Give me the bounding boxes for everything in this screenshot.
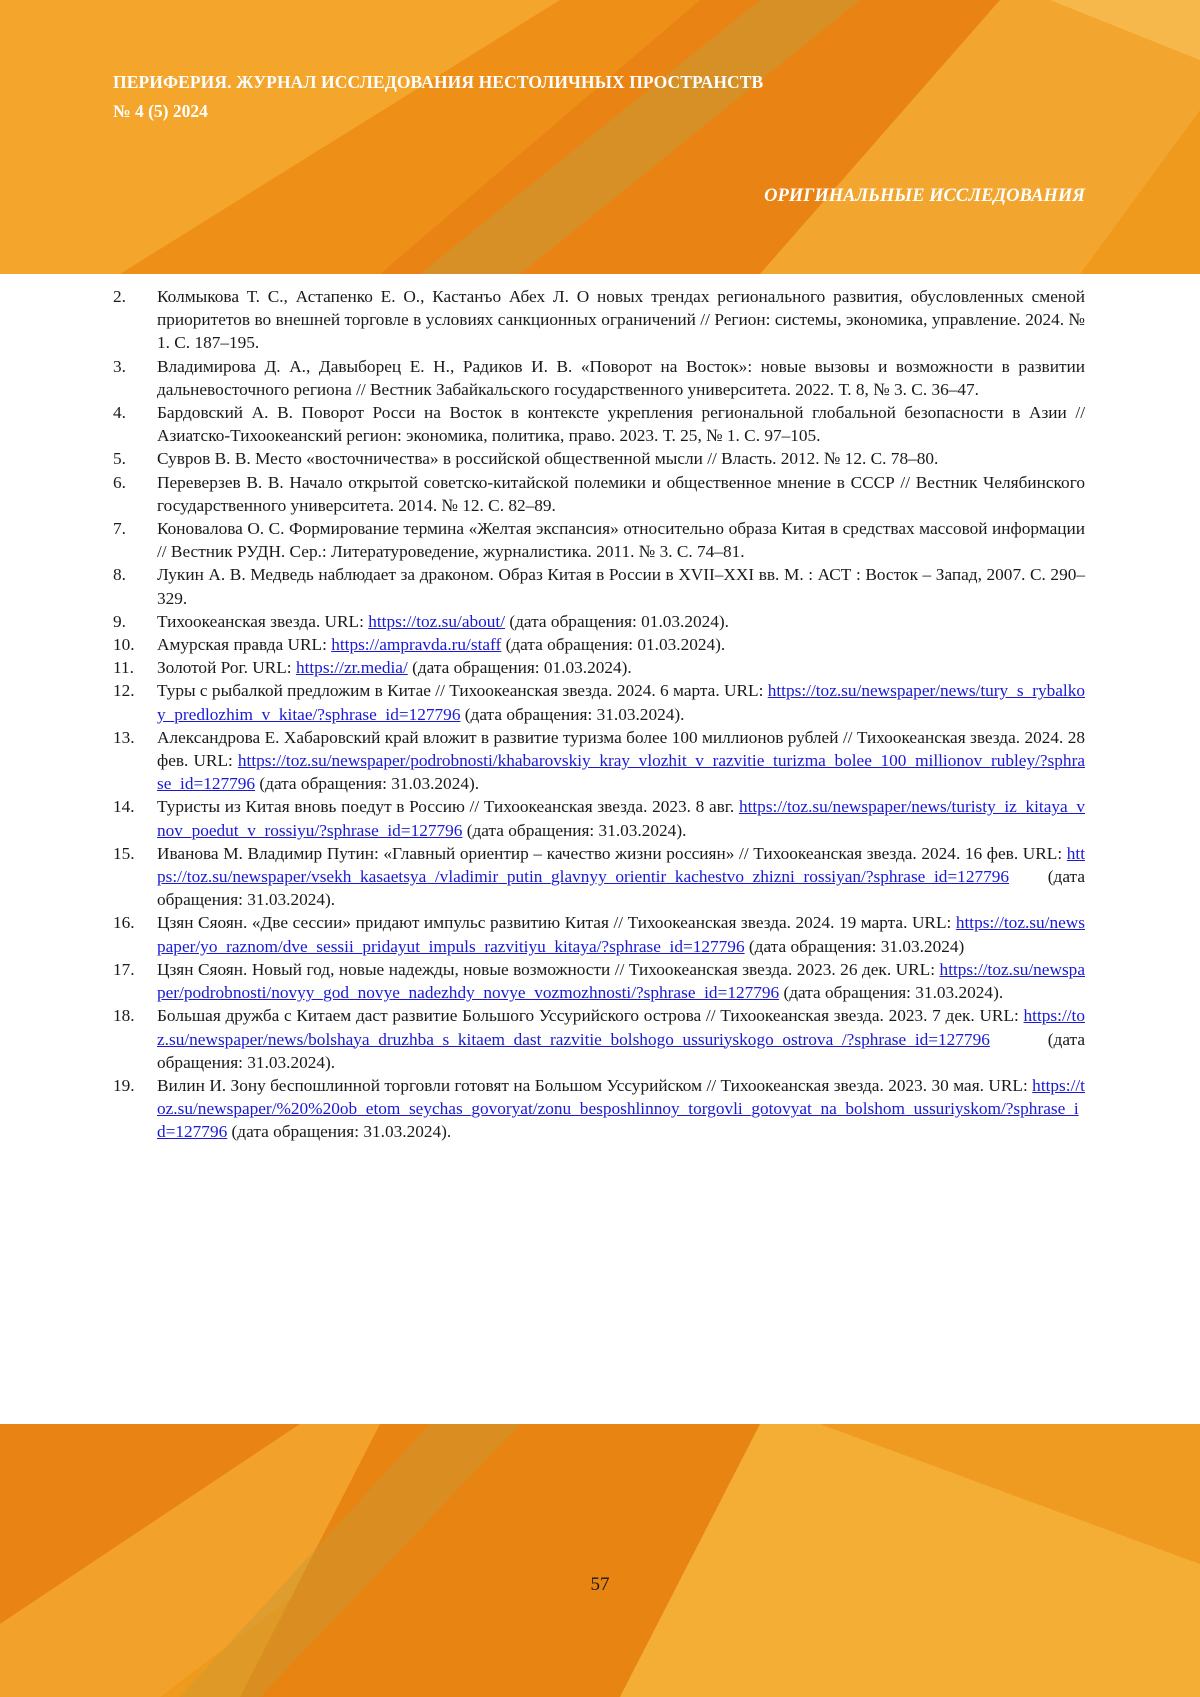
reference-access-date: (дата обращения: 31.03.2024). — [227, 1122, 451, 1141]
reference-item — [113, 679, 1085, 725]
reference-link[interactable]: https://toz.su/newspaper/news/tury_s_rybalkoy_predlozhim_v_kitae/?sphrase_id=127796 — [157, 681, 1085, 723]
section-label: ОРИГИНАЛЬНЫЕ ИССЛЕДОВАНИЯ — [764, 186, 1085, 207]
reference-link[interactable]: https://toz.su/newspaper/yo_raznom/dve_sessii_pridayut_impuls_razvitiyu_kitaya/?sphrase_id=127796 — [157, 913, 1085, 955]
reference-item — [113, 656, 1085, 679]
reference-item — [113, 633, 1085, 656]
reference-text: Туристы из Китая вновь поедут в Россию // Тихоокеанская звезда. 2023. 8 авг. — [157, 797, 739, 816]
reference-item — [113, 517, 1085, 563]
reference-link[interactable]: https://toz.su/newspaper/%20%20ob_etom_seychas_govoryat/zonu_besposhlinnoy_torgovli_gotovyat_na_bolshom_ussuriyskom/?sphrase_id=127796 — [157, 1076, 1085, 1141]
reference-body — [157, 403, 1085, 445]
reference-item — [113, 911, 1085, 957]
reference-text: Амурская правда URL: — [157, 635, 331, 654]
reference-link[interactable]: https://toz.su/newspaper/news/bolshaya_druzhba_s_kitaem_dast_razvitie_bolshogo_ussuriyskogo_ostrova_/?sphrase_id=127796 — [157, 1006, 1085, 1048]
reference-link[interactable]: https://toz.su/newspaper/podrobnosti/novyy_god_novye_nadezhdy_novye_vozmozhnosti/?sphrase_id=127796 — [157, 960, 1085, 1002]
reference-body — [157, 681, 1085, 723]
reference-text: Колмыкова Т. С., Астапенко Е. О., Кастанъо Абех Л. О новых трендах регионального развития, обусловленных сменой приоритетов во внешней торговле в условиях санкционных ограничений // Регион: системы, экономика, управление. 2024. № 1. С. 187–195. — [157, 287, 1085, 352]
reference-link[interactable]: https://toz.su/newspaper/news/turisty_iz_kitaya_vnov_poedut_v_rossiyu/?sphrase_id=127796 — [157, 797, 1085, 839]
reference-link[interactable]: https://ampravda.ru/staff — [331, 635, 501, 654]
reference-body — [157, 449, 938, 468]
reference-body — [157, 1006, 1085, 1071]
reference-text: Большая дружба с Китаем даст развитие Большого Уссурийского острова // Тихоокеанская звезда. 2023. 7 дек. URL: — [157, 1006, 1024, 1025]
reference-item — [113, 285, 1085, 355]
reference-access-date: (дата обращения: 31.03.2024). — [157, 867, 1085, 909]
reference-number: 15. — [113, 842, 135, 865]
reference-number: 3. — [113, 355, 126, 378]
reference-access-date: (дата обращения: 31.03.2024) — [745, 937, 965, 956]
reference-body — [157, 635, 725, 654]
reference-body — [157, 658, 632, 677]
reference-item — [113, 355, 1085, 401]
reference-link[interactable]: https://toz.su/newspaper/podrobnosti/khabarovskiy_kray_vlozhit_v_razvitie_turizma_bolee_100_millionov_rubley/?sphrase_id=127796 — [157, 751, 1085, 793]
reference-body — [157, 728, 1085, 793]
reference-body — [157, 960, 1085, 1002]
header-band — [0, 0, 1200, 274]
reference-item — [113, 471, 1085, 517]
reference-body — [157, 473, 1085, 515]
reference-number: 10. — [113, 633, 135, 656]
reference-number: 9. — [113, 610, 126, 633]
reference-number: 16. — [113, 911, 135, 934]
header-background-graphic — [0, 0, 1200, 274]
reference-access-date: (дата обращения: 31.03.2024). — [460, 705, 684, 724]
reference-body — [157, 1076, 1085, 1141]
reference-access-date: (дата обращения: 31.03.2024). — [779, 983, 1003, 1002]
reference-number: 4. — [113, 401, 126, 424]
reference-access-date: (дата обращения: 01.03.2024). — [501, 635, 725, 654]
reference-access-date: (дата обращения: 31.03.2024). — [255, 774, 479, 793]
reference-body — [157, 612, 729, 631]
reference-text: Золотой Рог. URL: — [157, 658, 296, 677]
reference-text: Туры с рыбалкой предложим в Китае // Тихоокеанская звезда. 2024. 6 марта. URL: — [157, 681, 768, 700]
reference-text: Лукин А. В. Медведь наблюдает за драконом. Образ Китая в России в XVII–XXI вв. М. : АСТ : Восток – Запад, 2007. С. 290–329. — [157, 565, 1085, 607]
footer-band — [0, 1424, 1200, 1697]
reference-number: 7. — [113, 517, 126, 540]
reference-number: 6. — [113, 471, 126, 494]
reference-link[interactable]: https://toz.su/about/ — [368, 612, 505, 631]
issue-number: № 4 (5) 2024 — [113, 101, 208, 122]
reference-text: Цзян Сяоян. Новый год, новые надежды, новые возможности // Тихоокеанская звезда. 2023. 26 дек. URL: — [157, 960, 940, 979]
reference-number: 19. — [113, 1074, 135, 1097]
reference-body — [157, 797, 1085, 839]
reference-text: Переверзев В. В. Начало открытой советско-китайской полемики и общественное мнение в СССР // Вестник Челябинского государственного университета. 2014. № 12. С. 82–89. — [157, 473, 1085, 515]
reference-access-date: (дата обращения: 31.03.2024). — [157, 1030, 1085, 1072]
reference-link[interactable]: https://zr.media/ — [296, 658, 408, 677]
reference-body — [157, 913, 1085, 955]
reference-text: Цзян Сяоян. «Две сессии» придают импульс развитию Китая // Тихоокеанская звезда. 2024. 19 марта. URL: — [157, 913, 956, 932]
reference-text: Иванова М. Владимир Путин: «Главный ориентир – качество жизни россиян» // Тихоокеанская звезда. 2024. 16 фев. URL: — [157, 844, 1067, 863]
reference-text: Коновалова О. С. Формирование термина «Желтая экспансия» относительно образа Китая в средствах массовой информации // Вестник РУДН. Сер.: Литературоведение, журналистика. 2011. № 3. С. 74–81. — [157, 519, 1085, 561]
reference-item — [113, 726, 1085, 796]
reference-item — [113, 563, 1085, 609]
reference-item — [113, 1074, 1085, 1144]
reference-access-date: (дата обращения: 01.03.2024). — [408, 658, 632, 677]
reference-body — [157, 287, 1085, 352]
reference-link[interactable]: https://toz.su/newspaper/vsekh_kasaetsya_/vladimir_putin_glavnyy_orientir_kachestvo_zhizni_rossiyan/?sphrase_id=127796 — [157, 844, 1085, 886]
reference-body — [157, 844, 1085, 909]
reference-access-date: (дата обращения: 01.03.2024). — [505, 612, 729, 631]
reference-text: Тихоокеанская звезда. URL: — [157, 612, 368, 631]
reference-text: Вилин И. Зону беспошлинной торговли готовят на Большом Уссурийском // Тихоокеанская звезда. 2023. 30 мая. URL: — [157, 1076, 1032, 1095]
reference-text: Сувров В. В. Место «восточничества» в российской общественной мысли // Власть. 2012. № 12. С. 78–80. — [157, 449, 938, 468]
footer-background-graphic — [0, 1424, 1200, 1697]
reference-access-date: (дата обращения: 31.03.2024). — [462, 821, 686, 840]
reference-item — [113, 1004, 1085, 1074]
reference-number: 5. — [113, 447, 126, 470]
reference-item — [113, 401, 1085, 447]
reference-item — [113, 795, 1085, 841]
reference-number: 8. — [113, 563, 126, 586]
reference-number: 14. — [113, 795, 135, 818]
reference-item — [113, 610, 1085, 633]
reference-body — [157, 357, 1085, 399]
reference-body — [157, 565, 1085, 607]
reference-text: Владимирова Д. А., Давыборец Е. Н., Радиков И. В. «Поворот на Восток»: новые вызовы и возможности в развитии дальневосточного региона // Вестник Забайкальского государственного университета. 2022. Т. 8, № 3. С. 36–47. — [157, 357, 1085, 399]
reference-number: 11. — [113, 656, 134, 679]
reference-number: 12. — [113, 679, 135, 702]
reference-text: Бардовский А. В. Поворот Росси на Восток в контексте укрепления региональной глобальной безопасности в Азии // Азиатско-Тихоокеанский регион: экономика, политика, право. 2023. Т. 25, № 1. С. 97–105. — [157, 403, 1085, 445]
page-number: 57 — [0, 1574, 1200, 1596]
reference-item — [113, 447, 1085, 470]
reference-number: 13. — [113, 726, 135, 749]
reference-item — [113, 958, 1085, 1004]
reference-text: Александрова Е. Хабаровский край вложит в развитие туризма более 100 миллионов рублей // Тихоокеанская звезда. 2024. 28 фев. URL: — [157, 728, 1085, 770]
reference-body — [157, 519, 1085, 561]
reference-number: 18. — [113, 1004, 135, 1027]
reference-item — [113, 842, 1085, 912]
reference-list — [113, 285, 1085, 1144]
reference-number: 17. — [113, 958, 135, 981]
reference-number: 2. — [113, 285, 126, 308]
journal-title: ПЕРИФЕРИЯ. ЖУРНАЛ ИССЛЕДОВАНИЯ НЕСТОЛИЧНЫХ ПРОСТРАНСТВ — [113, 72, 763, 93]
